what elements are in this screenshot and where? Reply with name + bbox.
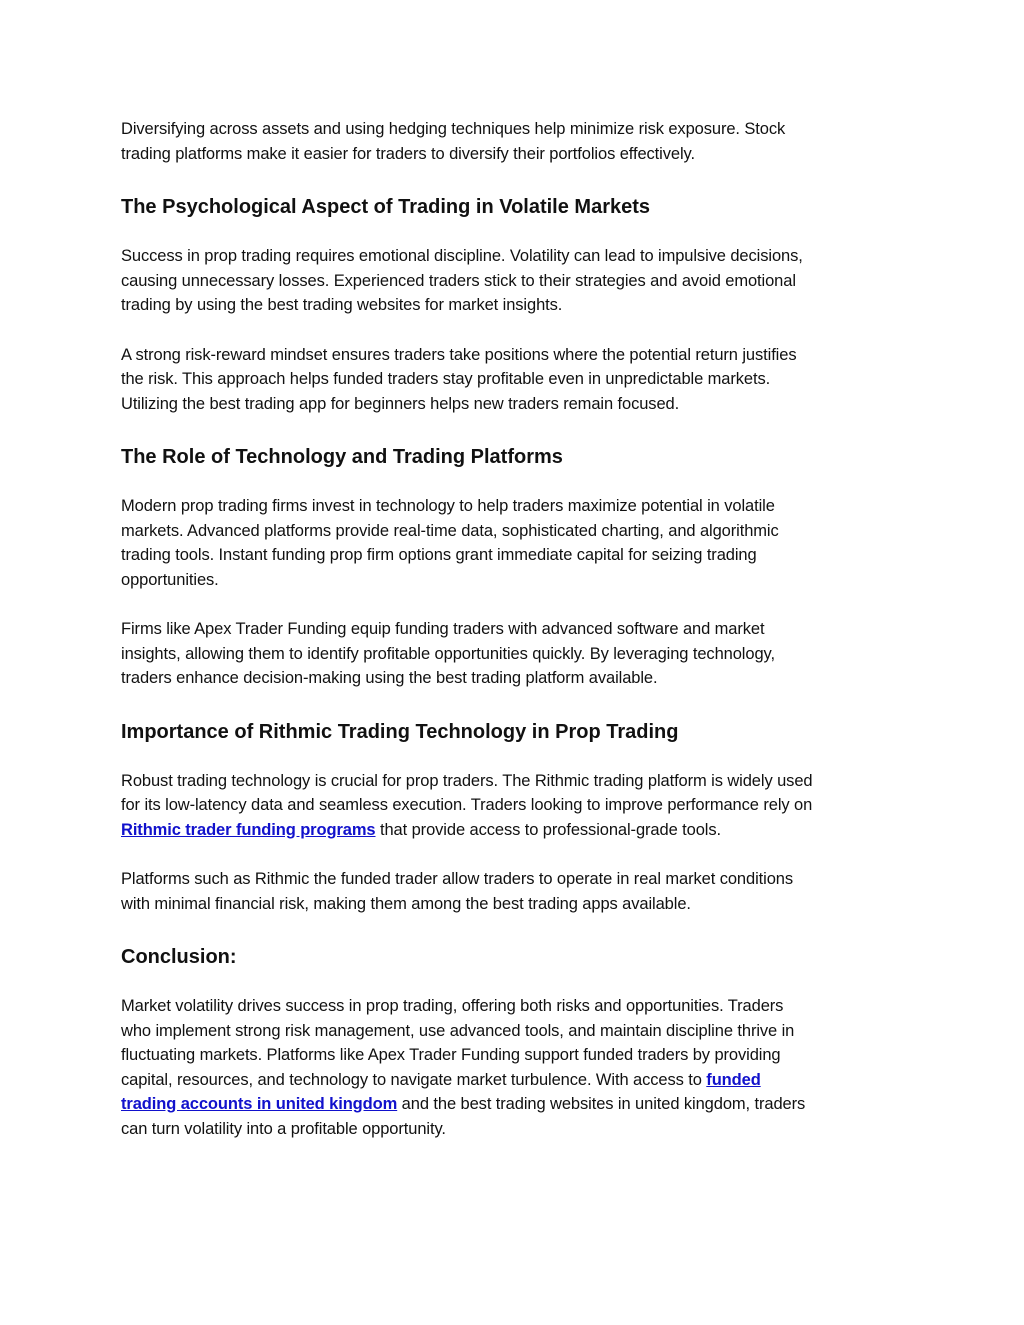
text-line: insights, allowing them to identify profitable opportunities quickly. By leveraging technology, [121, 644, 775, 663]
text-line: Robust trading technology is crucial for prop traders. The Rithmic trading platform is widely used [121, 771, 813, 790]
text-line: the risk. This approach helps funded traders stay profitable even in unpredictable markets. [121, 370, 771, 388]
text-line: causing unnecessary losses. Experienced traders stick to their strategies and avoid emotional [121, 271, 796, 290]
heading-conclusion: Conclusion: [121, 946, 237, 968]
text-line: markets. Advanced platforms provide real-time data, sophisticated charting, and algorithmic [121, 521, 779, 540]
text-span: and the best trading websites in united kingdom, traders [397, 1095, 806, 1113]
heading-psychological-aspect: The Psychological Aspect of Trading in Volatile Markets [121, 196, 651, 218]
text-line: traders enhance decision-making using the best trading platform available. [121, 669, 658, 687]
paragraph-conclusion [121, 994, 911, 1141]
text-line [121, 818, 911, 843]
paragraph-risk-reward [121, 343, 911, 417]
document-page [121, 117, 911, 1141]
paragraph-robust-technology [121, 769, 911, 843]
text-line: opportunities. [121, 570, 219, 589]
text-line: Diversifying across assets and using hedging techniques help minimize risk exposure. Stock [121, 120, 786, 138]
paragraph-diversification [121, 117, 911, 166]
text-line: Utilizing the best trading app for beginners helps new traders remain focused. [121, 394, 680, 413]
text-line: Firms like Apex Trader Funding equip funding traders with advanced software and market [121, 620, 765, 638]
text-line: can turn volatility into a profitable opportunity. [121, 1119, 446, 1138]
paragraph-rithmic-platforms [121, 867, 911, 916]
text-line: who implement strong risk management, use advanced tools, and maintain discipline thrive in [121, 1021, 795, 1040]
text-line: trading platforms make it easier for traders to diversify their portfolios effectively. [121, 144, 695, 163]
paragraph-emotional-discipline [121, 244, 911, 318]
text-line: trading tools. Instant funding prop firm options grant immediate capital for seizing trading [121, 546, 757, 564]
text-line: Market volatility drives success in prop trading, offering both risks and opportunities. Traders [121, 997, 784, 1015]
text-line [121, 1068, 911, 1093]
text-line: for its low-latency data and seamless execution. Traders looking to improve performance rely on [121, 796, 813, 814]
text-line: trading by using the best trading websites for market insights. [121, 296, 563, 314]
text-line: Success in prop trading requires emotional discipline. Volatility can lead to impulsive decisions, [121, 247, 803, 265]
text-line: with minimal financial risk, making them among the best trading apps available. [121, 894, 691, 913]
heading-role-of-technology: The Role of Technology and Trading Platforms [121, 446, 563, 468]
text-line: Modern prop trading firms invest in technology to help traders maximize potential in volatile [121, 497, 775, 515]
text-span: that provide access to professional-grade tools. [375, 820, 721, 839]
text-line [121, 1092, 911, 1117]
rithmic-funding-link[interactable]: Rithmic trader funding programs [121, 820, 376, 839]
paragraph-modern-firms [121, 494, 911, 592]
text-line: A strong risk-reward mindset ensures traders take positions where the potential return justifies [121, 345, 797, 364]
funded-accounts-link-part2[interactable]: trading accounts in united kingdom [121, 1095, 398, 1113]
text-line: Platforms such as Rithmic the funded trader allow traders to operate in real market conditions [121, 870, 794, 888]
funded-accounts-link-part1[interactable]: funded [706, 1070, 761, 1089]
heading-rithmic-importance: Importance of Rithmic Trading Technology in Prop Trading [121, 720, 679, 743]
text-span: capital, resources, and technology to navigate market turbulence. With access to [121, 1070, 707, 1089]
text-line: fluctuating markets. Platforms like Apex Trader Funding support funded traders by providing [121, 1046, 781, 1064]
paragraph-apex-trader [121, 617, 911, 691]
